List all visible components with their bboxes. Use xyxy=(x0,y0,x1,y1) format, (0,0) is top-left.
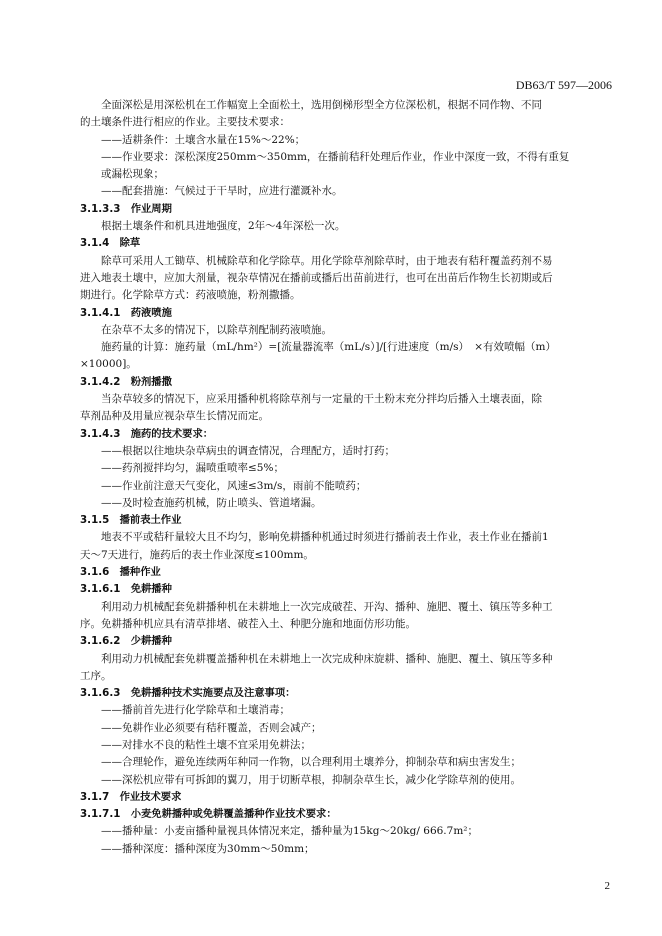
paragraph-line: 在杂草不太多的情况下，以除草剂配制药液喷施。 xyxy=(101,323,332,336)
list-item: ——根据以往地块杂草病虫的调查情况，合理配方，适时打药； xyxy=(101,444,395,457)
paragraph-line: 利用动力机械配套免耕覆盖播种机在未耕地上一次完成种床旋耕、播种、施肥、覆土、镇压等多种 xyxy=(101,652,553,665)
paragraph-continuation: 的土壤条件进行相应的作业。主要技术要求： xyxy=(80,116,290,129)
list-item: ——播前首先进行化学除草和土壤消毒； xyxy=(101,704,290,717)
list-item: ——播种量：小麦亩播种量视具体情况来定，播种量为15kg～20kg/ 666.7m²； xyxy=(101,825,478,838)
page-number: 2 xyxy=(604,880,610,892)
section-heading: 3.1.6.2 少耕播种 xyxy=(80,635,172,648)
document-body xyxy=(80,97,602,858)
section-heading: 3.1.3.3 作业周期 xyxy=(80,202,172,215)
paragraph-line: 根据土壤条件和机具进地强度，2年～4年深松一次。 xyxy=(101,220,346,233)
paragraph-line: 施药量的计算：施药量（mL/hm²）=[流量器流率（mL/s）]/[行进速度（m/s） ×有效喷幅（m） xyxy=(101,341,557,354)
section-heading: 3.1.7.1 小麦免耕播种或免耕覆盖播种作业技术要求： xyxy=(80,808,337,821)
list-item: ——播种深度：播种深度为30mm～50mm； xyxy=(101,842,315,855)
paragraph-continuation: 天～7天进行，施药后的表土作业深度≤100mm。 xyxy=(80,548,314,561)
list-item: ——作业要求：深松深度250mm～350mm，在播前秸秆处理后作业，作业中深度一致，不得有重复 xyxy=(101,150,570,163)
paragraph-continuation: 期进行。化学除草方式：药液喷施，粉剂撒播。 xyxy=(80,289,301,302)
section-heading: 3.1.7 作业技术要求 xyxy=(80,790,182,803)
section-heading: 3.1.4 除草 xyxy=(80,237,141,250)
paragraph-line: 除草可采用人工锄草、机械除草和化学除草。用化学除草剂除草时，由于地表有秸秆覆盖药剂不易 xyxy=(101,254,553,267)
section-heading: 3.1.6.3 免耕播种技术实施要点及注意事项： xyxy=(80,687,296,700)
list-item: ——作业前注意天气变化，风速≤3m/s，雨前不能喷药； xyxy=(101,479,367,492)
list-item: ——药剂搅拌均匀，漏喷重喷率≤5%； xyxy=(101,462,284,475)
section-heading: 3.1.4.3 施药的技术要求： xyxy=(80,427,214,440)
paragraph-continuation: ×10000]。 xyxy=(80,358,137,371)
list-item: ——及时检查施药机械，防止喷头、管道堵漏。 xyxy=(101,496,322,509)
list-item: ——对排水不良的粘性土壤不宜采用免耕法； xyxy=(101,738,311,751)
paragraph-continuation: 进入地表土壤中，应加大剂量，视杂草情况在播前或播后出苗前进行，也可在出苗后作物生长初期或后 xyxy=(80,271,553,284)
list-item: ——免耕作业必须要有秸秆覆盖，否则会减产； xyxy=(101,721,322,734)
paragraph-continuation: 草剂品种及用量应视杂草生长情况而定。 xyxy=(80,410,269,423)
section-heading: 3.1.6 播种作业 xyxy=(80,566,161,579)
list-item: ——深松机应带有可拆卸的翼刀，用于切断草根，抑制杂草生长，减少化学除草剂的使用。 xyxy=(101,773,521,786)
paragraph-line: 地表不平或秸秆量较大且不均匀，影响免耕播种机通过时须进行播前表土作业，表土作业在播前1 xyxy=(101,531,549,544)
paragraph-line: 当杂草较多的情况下，应采用播种机将除草剂与一定量的干土粉末充分拌均后播入土壤表面，除 xyxy=(101,393,542,406)
list-item: ——合理轮作，避免连续两年种同一作物，以合理利用土壤养分，抑制杂草和病虫害发生； xyxy=(101,756,521,769)
paragraph-continuation: 序。免耕播种机应具有清草排堵、破茬入土、种肥分施和地面仿形功能。 xyxy=(80,617,416,630)
paragraph-continuation: 工序。 xyxy=(80,669,112,682)
list-item: ——配套措施：气候过于干旱时，应进行灌溉补水。 xyxy=(101,185,343,198)
list-item: 或漏松现象； xyxy=(101,168,164,181)
list-item: ——适耕条件：土壤含水量在15%～22%； xyxy=(101,133,306,146)
section-heading: 3.1.4.1 药液喷施 xyxy=(80,306,172,319)
section-heading: 3.1.4.2 粉剂播撒 xyxy=(80,375,172,388)
paragraph-line: 利用动力机械配套免耕播种机在未耕地上一次完成破茬、开沟、播种、施肥、覆土、镇压等多种工 xyxy=(101,600,553,613)
paragraph-line: 全面深松是用深松机在工作幅宽上全面松土，选用倒梯形型全方位深松机，根据不同作物、不同 xyxy=(101,99,542,111)
document-code: DB63/T 597—2006 xyxy=(515,78,612,92)
section-heading: 3.1.5 播前表土作业 xyxy=(80,514,182,527)
section-heading: 3.1.6.1 免耕播种 xyxy=(80,583,172,596)
